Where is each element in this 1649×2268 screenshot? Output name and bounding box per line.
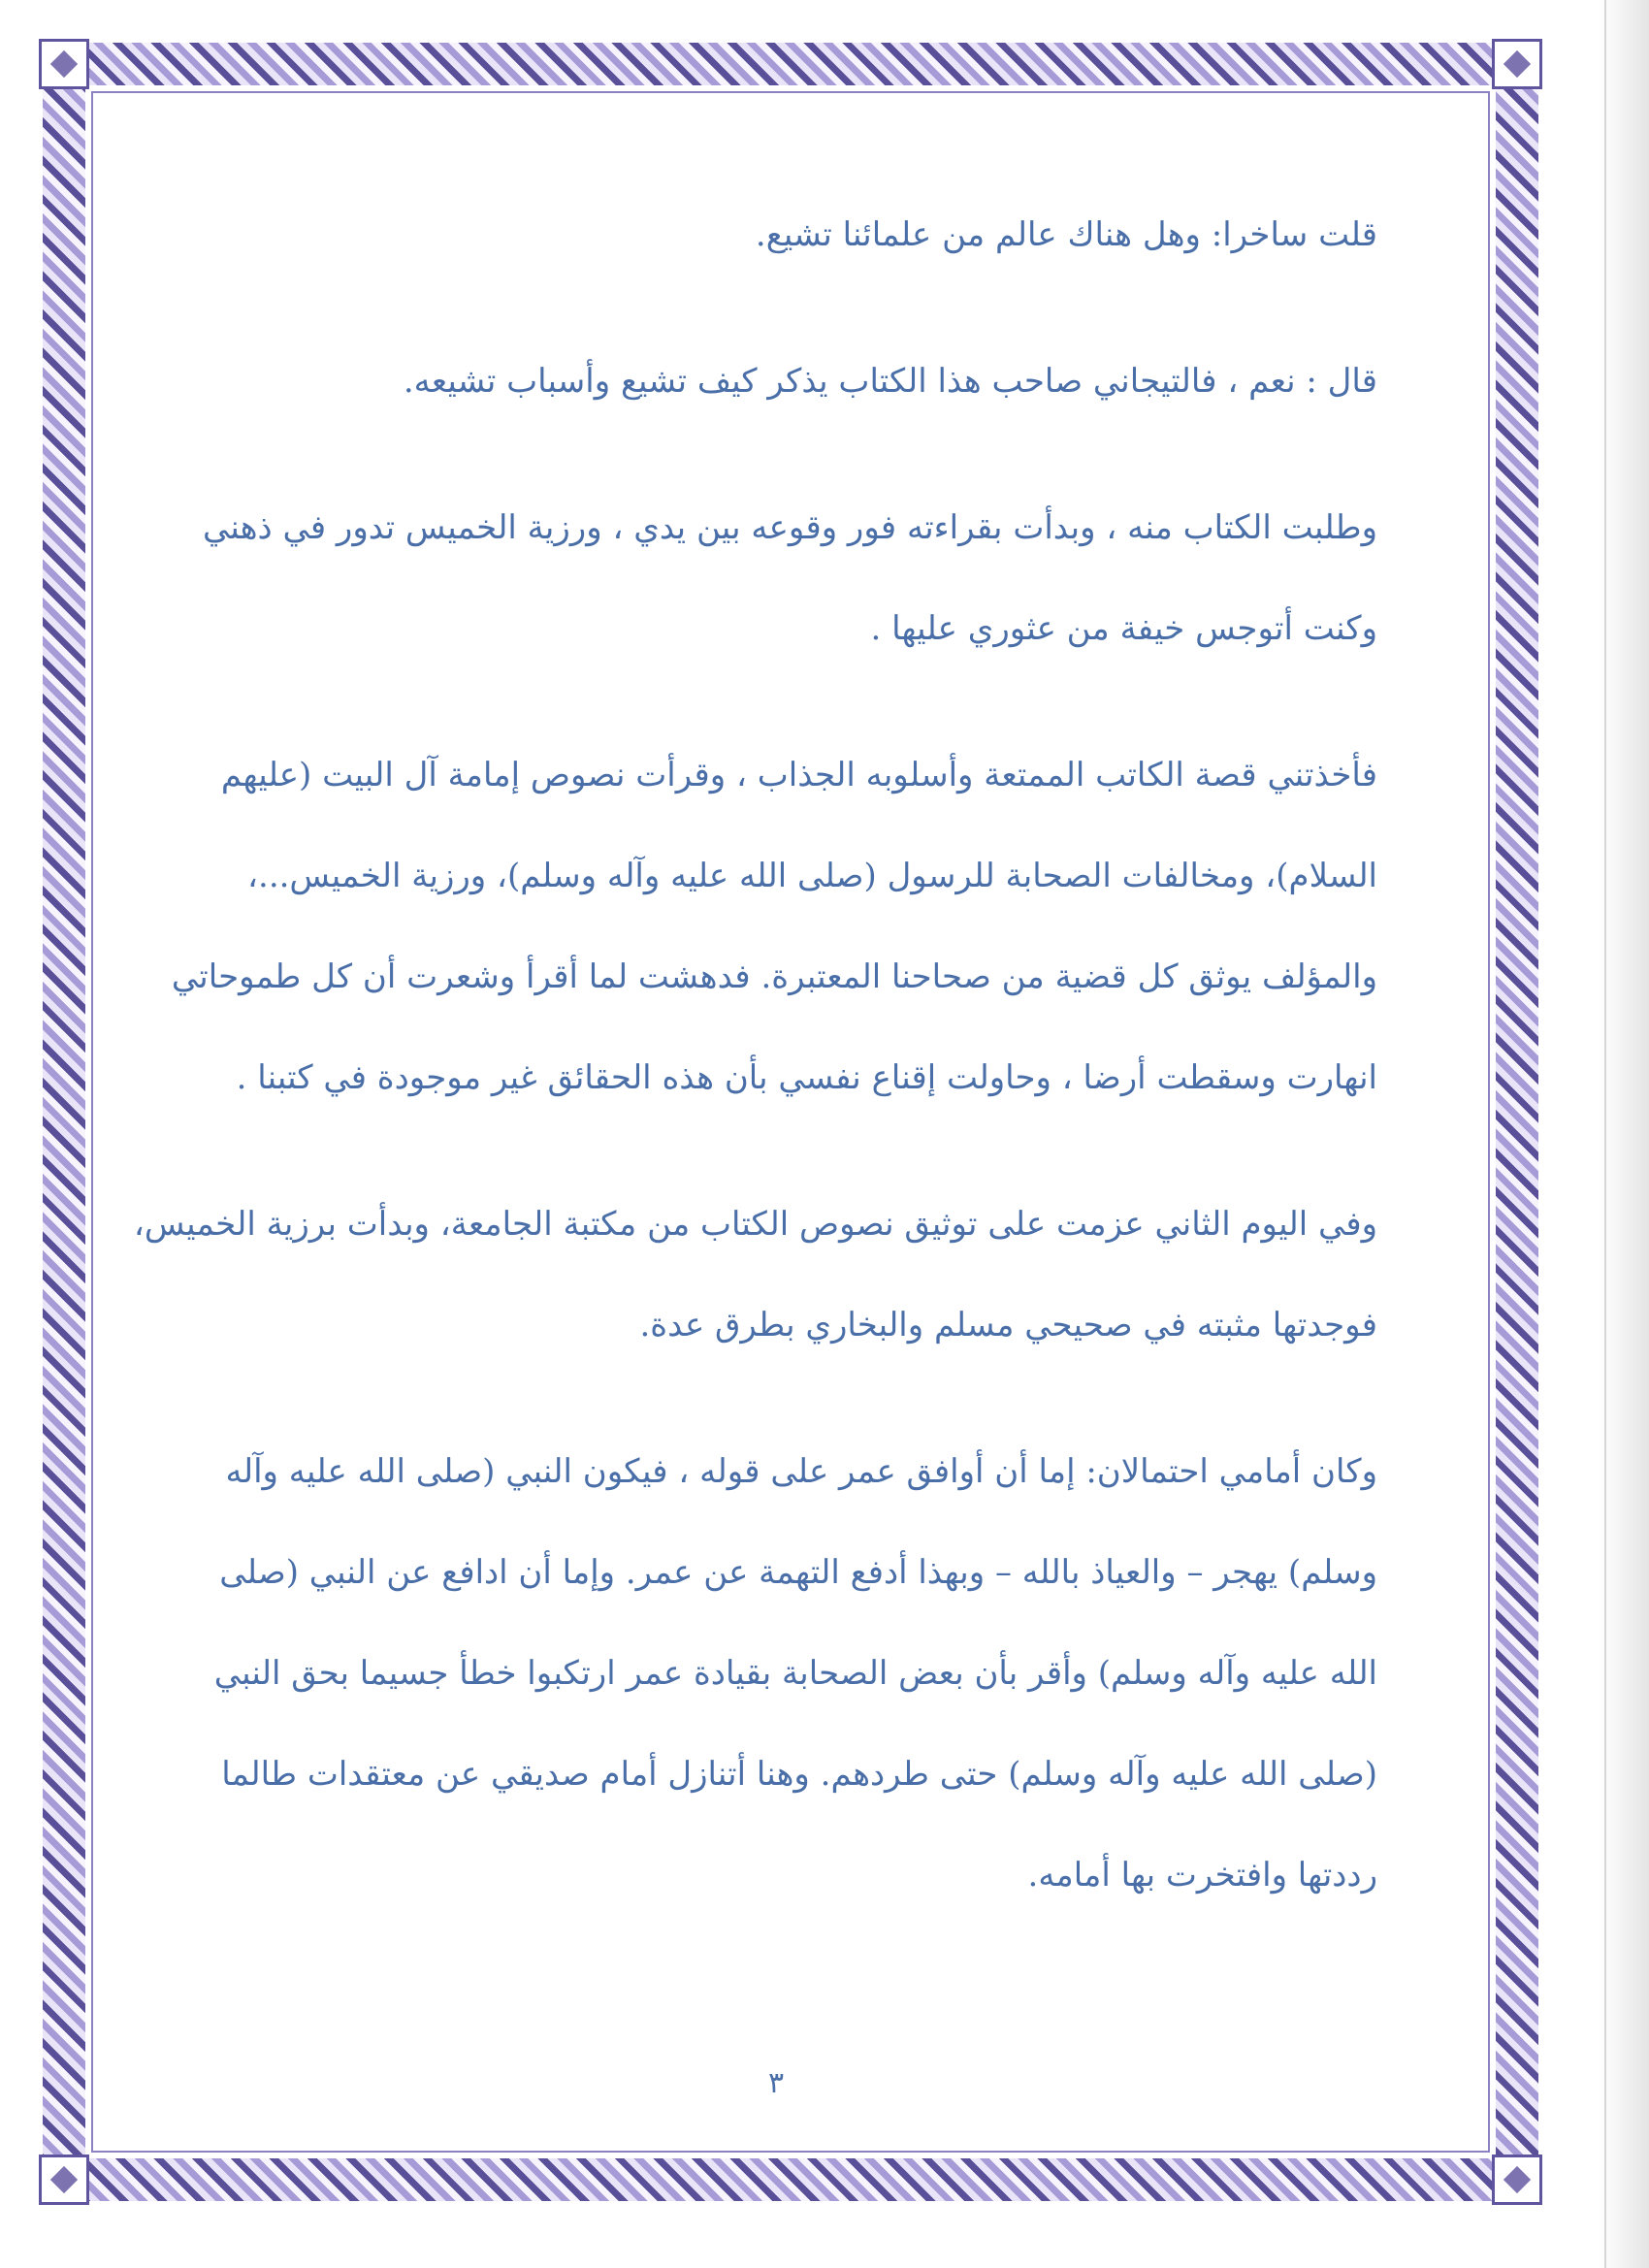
page-body [133,184,1377,1971]
text-line: السلام)، ومخالفات الصحابة للرسول (صلى الله عليه وآله وسلم)، ورزية الخميس...، [247,857,1377,895]
paragraph-6 [213,1421,1377,1926]
text-line: قلت ساخرا: وهل هناك عالم من علمائنا تشيع. [755,215,1377,254]
text-line: وطلبت الكتاب منه ، وبدأت بقراءته فور وقوعه بين يدي ، ورزية الخميس تدور في ذهني [203,508,1377,547]
corner-ornament-bottom-right [1492,2155,1542,2205]
text-line: وفي اليوم الثاني عزمت على توثيق نصوص الكتاب من مكتبة الجامعة، وبدأت برزية الخميس، [133,1205,1377,1244]
paragraph-1 [213,184,1377,285]
text-line: والمؤلف يوثق كل قضية من صحاحنا المعتبرة. فدهشت لما أقرأ وشعرت أن كل طموحاتي [171,957,1377,996]
text-line: رددتها وافتخرت بها أمامه. [1027,1856,1377,1895]
corner-ornament-top-right [1492,39,1542,89]
text-line: فأخذتني قصة الكاتب الممتعة وأسلوبه الجذاب ، وقرأت نصوص إمامة آل البيت (عليهم [220,756,1377,794]
paragraph-4 [171,725,1377,1128]
paragraph-2 [213,331,1377,432]
text-line: وكان أمامي احتمالان: إما أن أوافق عمر على قوله ، فيكون النبي (صلى الله عليه وآله [225,1452,1377,1491]
text-line: الله عليه وآله وسلم) وأقر بأن بعض الصحابة بقيادة عمر ارتكبوا خطأ جسيما بحق النبي [213,1654,1377,1693]
text-line: انهارت وسقطت أرضا ، وحاولت إقناع نفسي بأن هذه الحقائق غير موجودة في كتبنا . [236,1058,1377,1097]
text-line: قال : نعم ، فالتيجاني صاحب هذا الكتاب يذكر كيف تشيع وأسباب تشيعه. [403,362,1377,401]
page-number: ٣ [767,2066,785,2100]
text-line: وكنت أتوجس خيفة من عثوري عليها . [870,609,1377,648]
paragraph-5 [133,1174,1377,1376]
text-line: فوجدتها مثبته في صحيحي مسلم والبخاري بطرق عدة. [639,1306,1377,1345]
text-line: وسلم) يهجر – والعياذ بالله – وبهذا أدفع التهمة عن عمر. وإما أن ادافع عن النبي (صلى [219,1553,1377,1592]
paragraph-3 [203,477,1377,679]
corner-ornament-top-left [39,39,89,89]
text-line: (صلى الله عليه وآله وسلم) حتى طردهم. وهنا أتنازل أمام صديقي عن معتقدات طالما [221,1755,1377,1794]
corner-ornament-bottom-left [39,2155,89,2205]
scan-edge-line [1604,0,1606,2268]
